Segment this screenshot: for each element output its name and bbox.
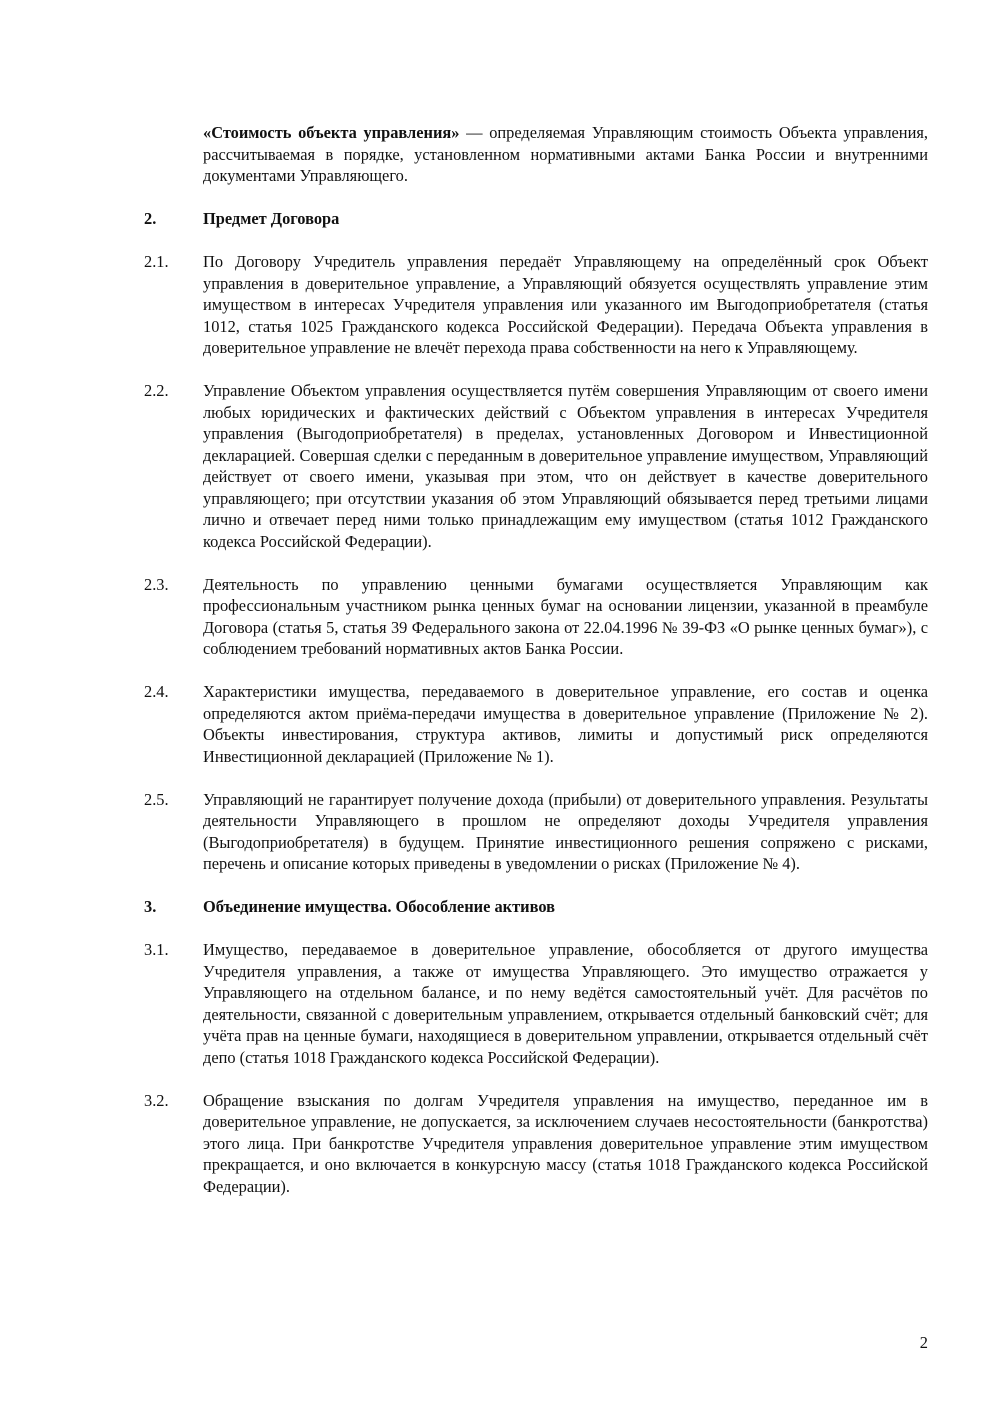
section-2-heading: [144, 208, 928, 230]
clause-2-1: [144, 251, 928, 359]
clause-number: 2.4.: [144, 682, 169, 701]
section-number: 3.: [144, 897, 157, 916]
page-number: 2: [919, 1333, 928, 1352]
clause-2-2: [144, 380, 928, 552]
section-title: Объединение имущества. Обособление активов: [203, 897, 555, 916]
section-3-heading: [144, 896, 928, 918]
clause-2-5: [144, 789, 928, 875]
clause-number: 3.2.: [144, 1090, 169, 1110]
clause-number: 2.2.: [144, 381, 169, 400]
clause-text: По Договору Учредитель управления передаёт Управляющему на определённый срок Объект управления в доверительное управление, а Управляющий обязуется осуществлять управление этим имуществом в интересах Учредителя управления или указанного им Выгодоприобретателя (статья 1012, статья 1025 Гражданского кодекса Российской Федерации). Передача Объекта управления в доверительное управление не влечёт перехода права собственности на него к Управляющему.: [203, 252, 928, 357]
section-number: 2.: [144, 209, 157, 228]
clause-text: Характеристики имущества, передаваемого в доверительное управление, его состав и оценка определяются актом приёма-передачи имущества в доверительное управление (Приложение № 2). Объекты инвестирования, структура активов, лимиты и допустимый риск определяются Инвестиционной декларацией (Приложение № 1).: [203, 682, 928, 766]
clause-text: Имущество, передаваемое в доверительное управление, обособляется от другого имущества Учредителя управления, а также от имущества Управляющего. Это имущество отражается у Управляющего на отдельном балансе, и по нему ведётся самостоятельный учёт. Для расчётов по деятельности, связанной с доверительным управлением, открывается отдельный банковский счёт; для учёта прав на ценные бумаги, находящиеся в доверительном управлении, открывается отдельный счёт депо (статья 1018 Гражданского кодекса Российской Федерации).: [203, 940, 928, 1067]
clause-text: Деятельность по управлению ценными бумагами осуществляется Управляющим как профессиональным участником рынка ценных бумаг на основании лицензии, указанной в преамбуле Договора (статья 5, статья 39 Федерального закона от 22.04.1996 № 39-ФЗ «О рынке ценных бумаг»), с соблюдением требований нормативных актов Банка России.: [203, 574, 928, 658]
clause-3-2: [144, 1090, 928, 1198]
clause-2-3: [144, 574, 928, 660]
clause-text: Управление Объектом управления осуществляется путём совершения Управляющим от своего имени любых юридических и фактических действий с Объектом управления в интересах Учредителя управления (Выгодоприобретателя) в пределах, установленных Договором и Инвестиционной декларацией. Совершая сделки с переданным в доверительное управление имуществом, Управляющий действует от своего имени, указывая при этом, что он действует в качестве доверительного управляющего; при отсутствии указания об этом Управляющий обязывается перед третьими лицами лично и отвечает перед ними только принадлежащим ему имуществом (статья 1012 Гражданского кодекса Российской Федерации).: [203, 381, 928, 551]
clause-number: 2.5.: [144, 789, 169, 809]
clause-2-4: [144, 681, 928, 767]
page-content: [144, 122, 928, 1197]
definition-term: «Стоимость объекта управления»: [203, 123, 460, 142]
clause-3-1: [144, 939, 928, 1068]
clause-text: Управляющий не гарантирует получение дохода (прибыли) от доверительного управления. Результаты деятельности Управляющего в прошлом не определяют доходы Учредителя управления (Выгодоприобретателя) в будущем. Принятие инвестиционного решения сопряжено с рисками, перечень и описание которых приведены в уведомлении о рисках (Приложение № 4).: [203, 789, 928, 873]
clause-number: 2.1.: [144, 252, 169, 271]
clause-number: 2.3.: [144, 574, 169, 594]
definition-text: — определяемая Управляющим стоимость Объекта управления, рассчитываемая в порядке, установленном нормативными актами Банка России и внутренними документами Управляющего.: [203, 123, 928, 185]
clause-number: 3.1.: [144, 940, 169, 959]
definition-paragraph: [203, 122, 928, 187]
clause-text: Обращение взыскания по долгам Учредителя управления на имущество, переданное им в доверительное управление, не допускается, за исключением случаев несостоятельности (банкротства) этого лица. При банкротстве Учредителя управления доверительное управление этим имуществом прекращается, и оно включается в конкурсную массу (статья 1018 Гражданского кодекса Российской Федерации).: [203, 1090, 928, 1196]
section-title: Предмет Договора: [203, 209, 340, 228]
